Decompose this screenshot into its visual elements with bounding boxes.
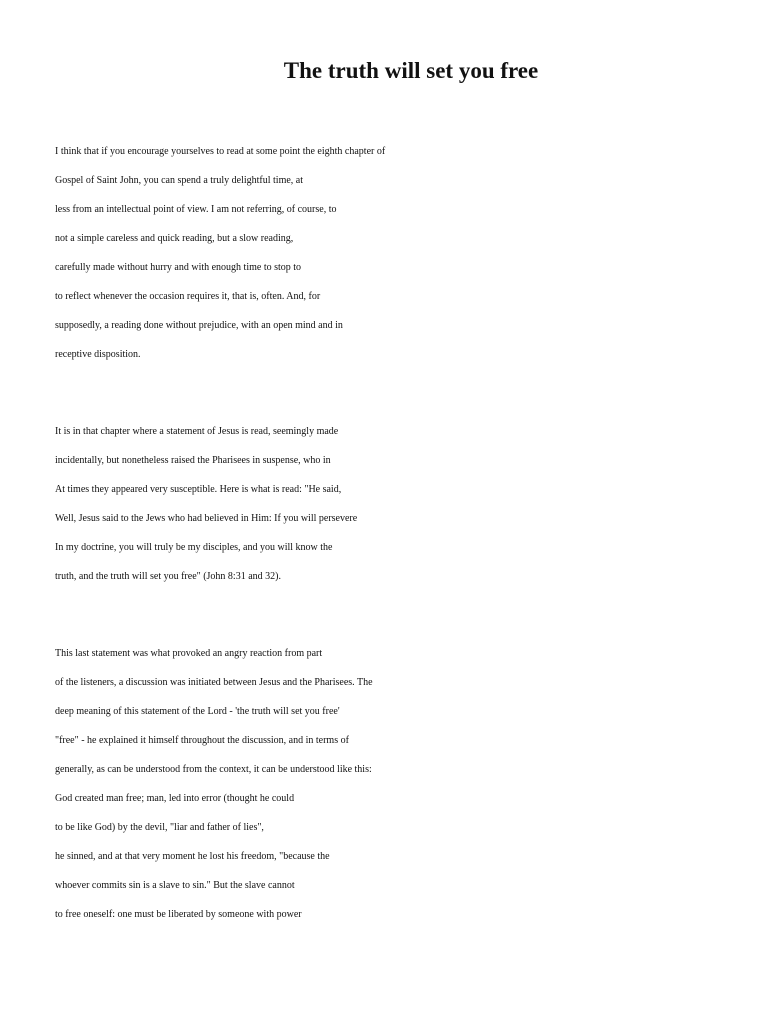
text-line: In my doctrine, you will truly be my disciples, and you will know the <box>55 542 333 553</box>
text-line: "free" - he explained it himself throughout the discussion, and in terms of <box>55 735 349 746</box>
text-line: to free oneself: one must be liberated by someone with power <box>55 909 302 920</box>
text-line: I think that if you encourage yourselves to read at some point the eighth chapter of <box>55 146 386 157</box>
text-line: Gospel of Saint John, you can spend a truly delightful time, at <box>55 175 304 186</box>
text-line: It is in that chapter where a statement of Jesus is read, seemingly made <box>55 426 339 437</box>
text-line: to reflect whenever the occasion requires it, that is, often. And, for <box>55 291 321 302</box>
paragraph-3 <box>55 639 767 929</box>
text-line: of the listeners, a discussion was initiated between Jesus and the Pharisees. The <box>55 677 373 688</box>
text-line: truth, and the truth will set you free" (John 8:31 and 32). <box>55 571 281 582</box>
text-line: carefully made without hurry and with enough time to stop to <box>55 262 302 273</box>
text-line: generally, as can be understood from the context, it can be understood like this: <box>55 764 372 775</box>
text-line: Well, Jesus said to the Jews who had believed in Him: If you will persevere <box>55 513 358 524</box>
text-line: incidentally, but nonetheless raised the Pharisees in suspense, who in <box>55 455 331 466</box>
paragraph-1 <box>55 137 767 369</box>
text-line: he sinned, and at that very moment he lost his freedom, "because the <box>55 851 330 862</box>
text-line: God created man free; man, led into error (thought he could <box>55 793 295 804</box>
text-line: whoever commits sin is a slave to sin." But the slave cannot <box>55 880 295 891</box>
text-line: supposedly, a reading done without prejudice, with an open mind and in <box>55 320 343 331</box>
text-line: to be like God) by the devil, "liar and father of lies", <box>55 822 264 833</box>
text-line: not a simple careless and quick reading, but a slow reading, <box>55 233 294 244</box>
paragraph-2 <box>55 417 767 591</box>
text-line: At times they appeared very susceptible. Here is what is read: "He said, <box>55 484 342 495</box>
text-line: deep meaning of this statement of the Lord - 'the truth will set you free' <box>55 706 340 717</box>
text-line: less from an intellectual point of view. I am not referring, of course, to <box>55 204 337 215</box>
text-line: receptive disposition. <box>55 349 141 360</box>
document-title: The truth will set you free <box>283 58 539 83</box>
text-line: This last statement was what provoked an angry reaction from part <box>55 648 323 659</box>
